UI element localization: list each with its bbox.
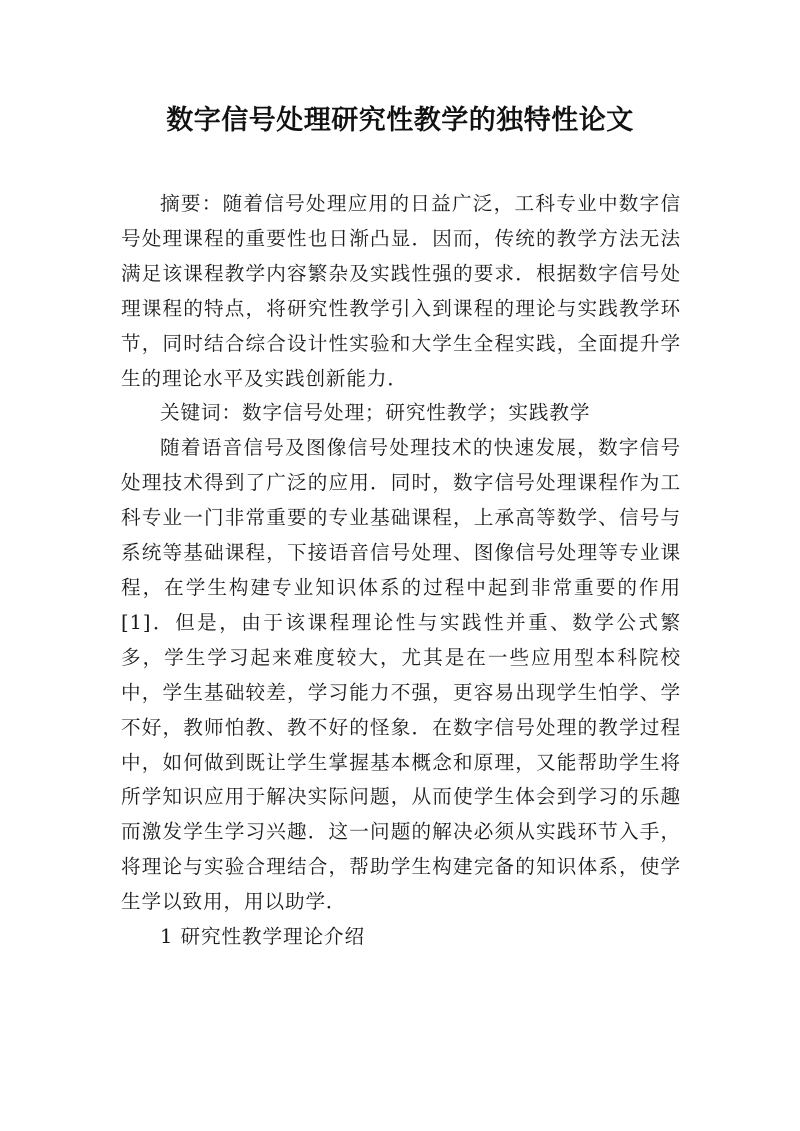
document-body: [121, 187, 681, 955]
section-heading: 1 研究性教学理论介绍: [160, 925, 365, 949]
abstract-paragraph: 摘要：随着信号处理应用的日益广泛，工科专业中数字信号处理课程的重要性也日渐凸显．因而，传统的教学方法无法满足该课程教学内容繁杂及实践性强的要求．根据数字信号处理课程的特点，将研究性教学引入到课程的理论与实践教学环节，同时结合综合设计性实验和大学生全程实践，全面提升学生的理论水平及实践创新能力．: [121, 192, 681, 390]
document-title: 数字信号处理研究性教学的独特性论文: [166, 105, 634, 136]
body-paragraph: 随着语音信号及图像信号处理技术的快速发展，数字信号处理技术得到了广泛的应用．同时，数字信号处理课程作为工科专业一门非常重要的专业基础课程，上承高等数学、信号与系统等基础课程，下接语音信号处理、图像信号处理等专业课程，在学生构建专业知识体系的过程中起到非常重要的作用[1]．但是，由于该课程理论性与实践性并重、数学公式繁多，学生学习起来难度较大，尤其是在一些应用型本科院校中，学生基础较差，学习能力不强，更容易出现学生怕学、学不好，教师怕教、教不好的怪象．在数字信号处理的教学过程中，如何做到既让学生掌握基本概念和原理，又能帮助学生将所学知识应用于解决实际问题，从而使学生体会到学习的乐趣而激发学生学习兴趣．这一问题的解决必须从实践环节入手，将理论与实验合理结合，帮助学生构建完备的知识体系，使学生学以致用，用以助学．: [121, 436, 681, 914]
keywords-line: 关键词：数字信号处理；研究性教学；实践教学: [160, 401, 591, 425]
